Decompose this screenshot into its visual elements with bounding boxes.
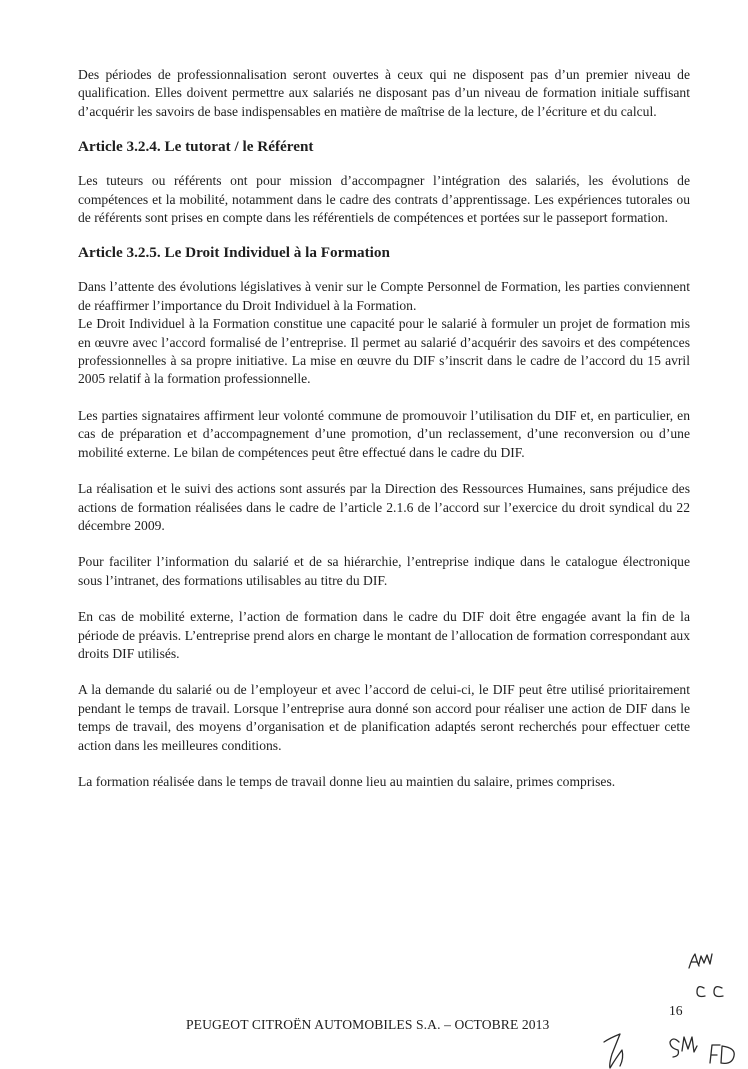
paragraph-dif-intro: Dans l’attente des évolutions législatives à venir sur le Compte Personnel de Formation, les parties conviennent de réaffirmer l’importance du Droit Individuel à la Formation. <box>78 279 690 313</box>
paragraph-dif-salaire: La formation réalisée dans le temps de travail donne lieu au maintien du salaire, primes comprises. <box>78 773 616 789</box>
heading-article-3-2-4: Article 3.2.4. Le tutorat / le Référent <box>78 138 314 156</box>
initials-fd-signature <box>710 1045 734 1063</box>
paragraph-dif-information: Pour faciliter l’information du salarié et de sa hiérarchie, l’entreprise indique dans le catalogue électronique sous l’intranet, des formations utilisables au titre du DIF. <box>78 554 690 588</box>
paragraph-dif-definition: Le Droit Individuel à la Formation constitue une capacité pour le salarié à formuler un projet de formation mis en œuvre avec l’accord formalisé de l’entreprise. Il permet au salarié d’acquérir des savoirs et des compétences professionnelles à sa propre initiative. La mise en œuvre du DIF s’inscrit dans le cadre de l’accord du 15 avril 2005 relatif à la formation professionnelle. <box>78 316 690 387</box>
initials-cc-signature <box>697 987 723 997</box>
paragraph-dif-suivi: La réalisation et le suivi des actions sont assurés par la Direction des Ressources Humaines, sans préjudice des actions de formation réalisées dans le cadre de l’article 2.1.6 de l’accord sur l’exercice du droit syndical du 22 décembre 2009. <box>78 481 690 533</box>
paragraph-dif-promotion: Les parties signataires affirment leur volonté commune de promouvoir l’utilisation du DIF et, en particulier, en cas de préparation et d’accompagnement d’une promotion, d’un reclassement, d’une reconversion ou d’une mobilité externe. Le bilan de compétences peut être effectué dans le cadre du DIF. <box>78 407 690 460</box>
initials-aw-signature <box>689 954 712 968</box>
footer-company-date: PEUGEOT CITROËN AUTOMOBILES S.A. – OCTOBRE 2013 <box>186 1017 550 1032</box>
paragraph-dif-temps-travail: A la demande du salarié ou de l’employeur et avec l’accord de celui-ci, le DIF peut être utilisé prioritairement pendant le temps de travail. Lorsque l’entreprise aura donné son accord pour réaliser une action de DIF dans le temps de travail, des moyens d’organisation et de planification adaptés seront recherchés pour effectuer cette action dans les meilleures conditions. <box>78 682 690 753</box>
paragraph-professionnalisation: Des périodes de professionnalisation seront ouvertes à ceux qui ne disposent pas d’un premier niveau de qualification. Elles doivent permettre aux salariés ne disposant pas d’un niveau de formation initiale suffisant d’acquérir les savoirs de base indispensables en matière de maîtrise de la lecture, de l’écriture et du calcul. <box>78 67 690 119</box>
initials-sm-signature <box>670 1037 697 1057</box>
page-number: 16 <box>669 1003 683 1018</box>
paragraph-dif-mobilite: En cas de mobilité externe, l’action de formation dans le cadre du DIF doit être engagée avant la fin de la période de préavis. L’entreprise prend alors en charge le montant de l’allocation de formation correspondant aux droits DIF utilisés. <box>78 609 690 661</box>
signature-scrawl <box>604 1034 623 1068</box>
paragraph-tutorat: Les tuteurs ou référents ont pour mission d’accompagner l’intégration des salariés, les évolutions de compétences et la mobilité, notamment dans le cadre des contrats d’apprentissage. Les expériences tutorales ou de référents sont prises en compte dans les référentiels de compétences et portées sur le passeport formation. <box>78 173 690 226</box>
heading-article-3-2-5: Article 3.2.5. Le Droit Individuel à la Formation <box>78 244 390 262</box>
